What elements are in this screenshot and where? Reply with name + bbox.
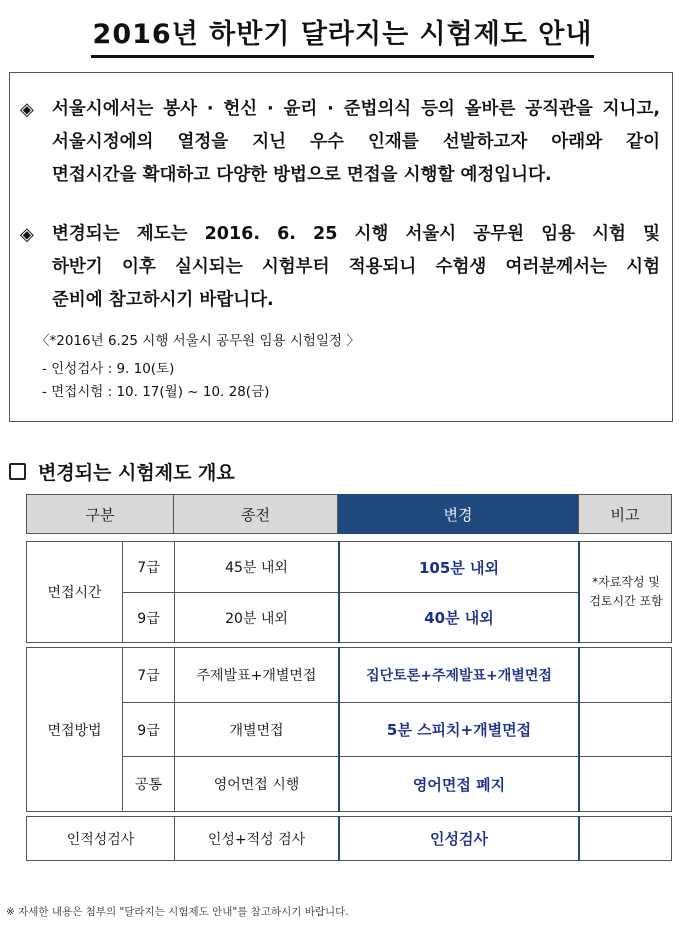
before-cell: 주제발표+개별면접 — [196, 668, 317, 684]
before-cell: 20분 내외 — [225, 610, 288, 627]
notice-box — [9, 72, 673, 422]
row-label-aptitude: 인적성검사 — [66, 831, 135, 848]
notice-line: 하반기 이후 실시되는 시험부터 적용되니 수험생 여러분께서는 시험 — [52, 257, 660, 277]
schedule-item: - 인성검사 : 9. 10(토) — [42, 361, 175, 377]
after-cell: 5분 스피치+개별면접 — [386, 721, 532, 739]
grade-cell: 공통 — [134, 777, 163, 793]
after-cell: 40분 내외 — [424, 609, 494, 627]
checkbox-icon — [9, 463, 26, 480]
notice-line: 면접시간을 확대하고 다양한 방법으로 면접을 시행할 예정입니다. — [52, 165, 552, 185]
notice-line: 서울시에서는 봉사 · 헌신 · 윤리 · 준법의식 등의 올바른 공직관을 지니고, — [52, 99, 660, 119]
notice-paragraph-2 — [20, 218, 660, 317]
after-cell: 105분 내외 — [418, 558, 499, 577]
after-cell: 인성검사 — [430, 830, 488, 848]
after-cell: 영어면접 폐지 — [412, 775, 506, 794]
grade-cell: 7급 — [137, 560, 160, 576]
before-cell: 영어면접 시행 — [213, 777, 300, 793]
note-line: *자료작성 및 — [592, 575, 660, 589]
section-heading — [9, 458, 235, 485]
row-label-interview-method: 면접방법 — [47, 722, 102, 739]
page-title: 2016년 하반기 달라지는 시험제도 안내 — [91, 12, 595, 58]
before-cell: 개별면접 — [229, 722, 284, 739]
header-category: 구분 — [26, 494, 174, 534]
header-after: 변경 — [338, 494, 578, 534]
diamond-bullet-icon: ◈ — [20, 99, 34, 120]
grade-cell: 7급 — [137, 668, 160, 684]
header-note: 비고 — [578, 494, 672, 534]
title-wrap — [0, 0, 685, 58]
after-cell: 집단토론+주제발표+개별면접 — [366, 668, 552, 684]
group-aptitude — [26, 816, 672, 861]
notice-line: 서울시정에의 열정을 지닌 우수 인재를 선발하고자 아래와 같이 — [52, 132, 660, 152]
diamond-bullet-icon: ◈ — [20, 224, 34, 245]
note-cell — [581, 542, 671, 642]
notice-paragraph-1 — [20, 93, 660, 192]
notice-line: 변경되는 제도는 2016. 6. 25 시행 서울시 공무원 임용 시험 및 — [52, 224, 660, 244]
schedule-title: 〈*2016년 6.25 시행 서울시 공무원 임용 시험일정 〉 — [36, 333, 360, 349]
grade-cell: 9급 — [137, 610, 160, 627]
notice-line: 준비에 참고하시기 바랍니다. — [52, 290, 274, 310]
section-title: 변경되는 시험제도 개요 — [38, 462, 235, 484]
row-label-interview-time: 면접시간 — [47, 585, 102, 601]
schedule-item: - 면접시험 : 10. 17(월) ~ 10. 28(금) — [42, 384, 270, 400]
group-interview-time — [26, 541, 672, 643]
footer-note: ※ 자세한 내용은 첨부의 "달라지는 시험제도 안내"를 참고하시기 바랍니다. — [6, 906, 349, 918]
header-before: 종전 — [174, 494, 338, 534]
group-interview-method — [26, 647, 672, 812]
grade-cell: 9급 — [137, 722, 160, 739]
before-cell: 45분 내외 — [225, 560, 288, 576]
before-cell: 인성+적성 검사 — [207, 831, 306, 848]
note-line: 검토시간 포함 — [589, 594, 663, 608]
